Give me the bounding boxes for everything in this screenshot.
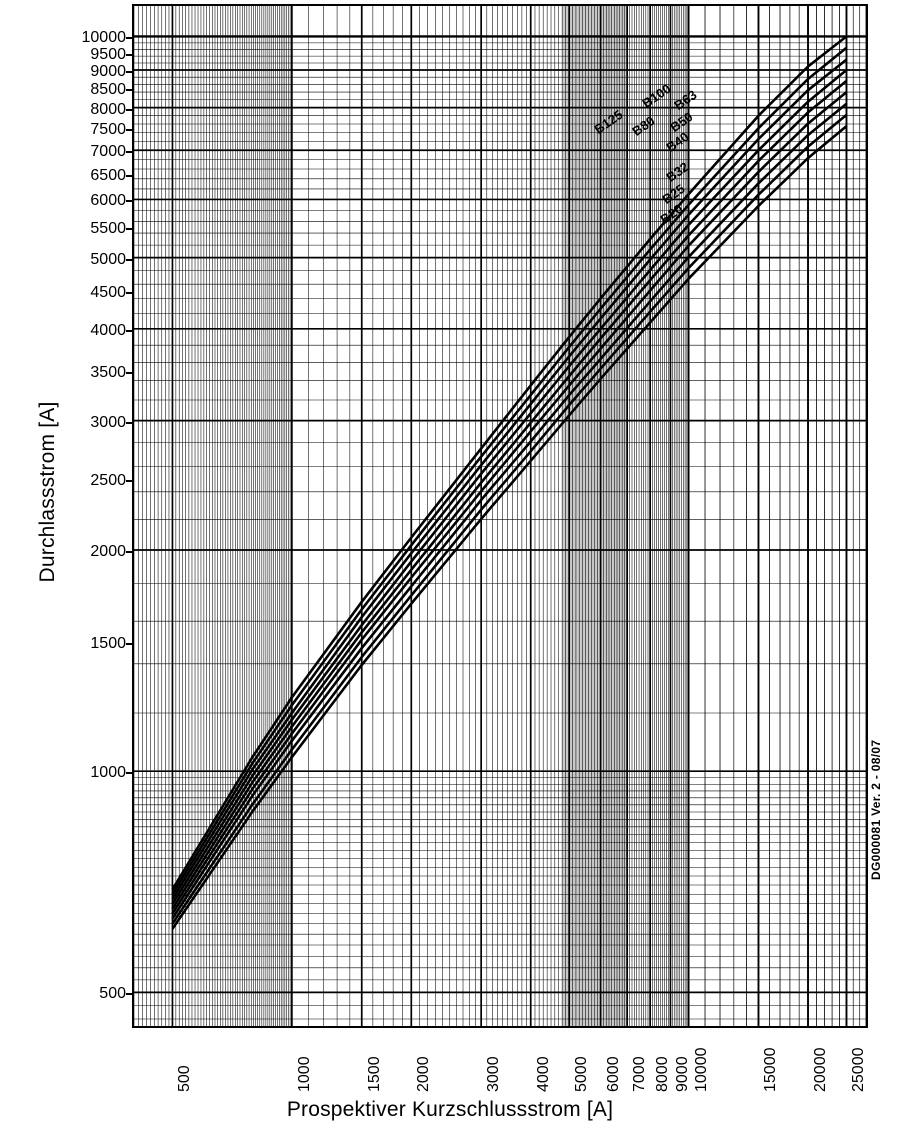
curve-B25 xyxy=(172,115,846,924)
y-tick-label: 3000 xyxy=(90,413,126,431)
curve-B32 xyxy=(172,104,846,919)
curve-label-B25: B25 xyxy=(659,181,688,207)
y-tick-label: 4500 xyxy=(90,284,126,302)
curves-layer xyxy=(134,6,866,1026)
curve-label-B63: B63 xyxy=(671,87,700,113)
curve-label-B40: B40 xyxy=(663,129,692,155)
x-tick-label: 1000 xyxy=(295,1056,313,1092)
y-tick-label: 9000 xyxy=(90,63,126,81)
y-axis-ticks xyxy=(0,4,126,1028)
y-tick-label: 9500 xyxy=(90,45,126,63)
y-tick-label: 2000 xyxy=(90,542,126,560)
curve-label-B100: B100 xyxy=(639,80,674,111)
y-tick-label: 1000 xyxy=(90,764,126,782)
x-tick-label: 25000 xyxy=(850,1047,868,1092)
curve-label-B80: B80 xyxy=(629,113,658,139)
y-tick-label: 6000 xyxy=(90,192,126,210)
plot-area xyxy=(132,4,868,1028)
y-tick-label: 6500 xyxy=(90,166,126,184)
curve-label-B125: B125 xyxy=(591,106,626,137)
x-tick-label: 500 xyxy=(176,1065,194,1092)
x-axis-title: Prospektiver Kurzschlussstrom [A] xyxy=(286,1098,614,1121)
x-tick-label: 1500 xyxy=(365,1056,383,1092)
y-tick-label: 10000 xyxy=(81,29,126,47)
x-tick-label: 5000 xyxy=(573,1056,591,1092)
x-axis-ticks xyxy=(132,1034,868,1096)
x-tick-label: 2000 xyxy=(415,1056,433,1092)
y-tick-label: 7000 xyxy=(90,143,126,161)
y-tick-label: 4000 xyxy=(90,321,126,339)
x-tick-label: 9000 xyxy=(674,1056,692,1092)
curve-label-B50: B50 xyxy=(667,109,696,135)
x-tick-label: 10000 xyxy=(692,1047,710,1092)
y-tick-label: 7500 xyxy=(90,121,126,139)
curve-label-B20: B20 xyxy=(657,201,686,227)
y-tick-label: 2500 xyxy=(90,471,126,489)
curve-B20 xyxy=(172,126,846,929)
y-tick-label: 5500 xyxy=(90,220,126,238)
x-tick-label: 8000 xyxy=(654,1056,672,1092)
x-tick-label: 7000 xyxy=(631,1056,649,1092)
y-tick-label: 8500 xyxy=(90,81,126,99)
y-tick-label: 1500 xyxy=(90,634,126,652)
x-tick-label: 6000 xyxy=(604,1056,622,1092)
curve-label-B32: B32 xyxy=(663,159,692,185)
x-tick-label: 4000 xyxy=(534,1056,552,1092)
x-tick-label: 3000 xyxy=(485,1056,503,1092)
x-tick-label: 15000 xyxy=(762,1047,780,1092)
y-tick-label: 8000 xyxy=(90,100,126,118)
x-tick-label: 20000 xyxy=(812,1047,830,1092)
y-tick-label: 5000 xyxy=(90,250,126,268)
curve-B40 xyxy=(172,92,846,914)
plot-inner xyxy=(134,6,866,1026)
document-code: DG000081 Ver. 2 - 08/07 xyxy=(869,739,883,880)
y-tick-label: 500 xyxy=(99,985,126,1003)
y-tick-label: 3500 xyxy=(90,364,126,382)
y-axis-title: Durchlassstrom [A] xyxy=(36,401,59,583)
